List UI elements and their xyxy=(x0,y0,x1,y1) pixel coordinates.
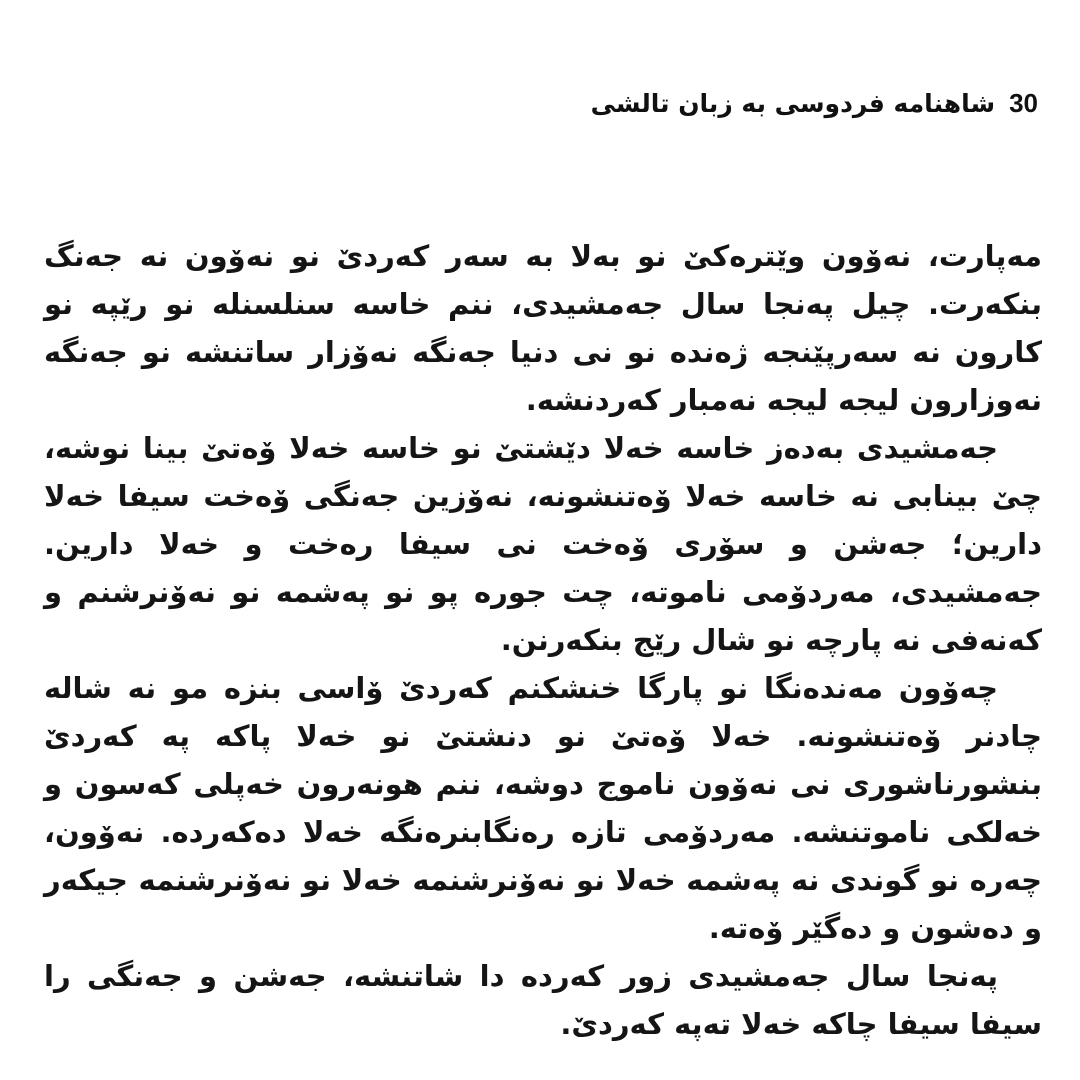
paragraph-3: چه‌ۆون مه‌نده‌نگا نو پارگا خنشکنم که‌ردێ ۆاسی بنزه مو نه شاله چادنر ۆه‌تنشونه. خه‌لا ۆه‌تێ نو دنشتێ نو خه‌لا پاکه‌ په که‌ردێ بنشورناشوری نی نه‌ۆون ناموج دوشه، ننم هونه‌رون خه‌پلی که‌سون و خه‌لکی ناموتنشه. مه‌ردۆمی تازه ره‌نگابنره‌نگه خه‌لا ده‌که‌رده. نه‌ۆون، چه‌ره نو گوندی نه په‌شمه خه‌لا نو نه‌ۆنرشنمه خه‌لا نو نه‌ۆنرشنمه جیکه‌ر و ده‌شون و ده‌گێر ۆه‌ته. xyxy=(44,671,1042,945)
paragraph-4: په‌نجا سال جه‌مشیدی زور که‌رده دا شاتنشه، جه‌شن و جه‌نگی را سیفا سیفا چاکه خه‌لا ته‌په که‌ردێ. xyxy=(44,959,1042,1041)
book-title: شاهنامه فردوسی به زبان تالشی xyxy=(590,89,996,118)
page-number: 30 xyxy=(1009,88,1038,118)
paragraph-2: جه‌مشیدی به‌ده‌ز خاسه خه‌لا دێشتێ نو خاسه خه‌لا ۆه‌تێ بینا نوشه، چێ بینابی نه خاسه خه‌لا ۆه‌تنشونه، نه‌ۆزین جه‌نگی ۆه‌خت سیفا خه‌لا دارین؛ جه‌شن و سۆری ۆه‌خت نی سیفا ره‌خت و خه‌لا دارین. جه‌مشیدی، مه‌ردۆمی ناموته، چت جوره پو نو په‌شمه نو نه‌ۆنرشنم و که‌نه‌فی نه پارچه نو شال رێج بنکه‌رنن. xyxy=(44,431,1042,657)
body-text xyxy=(44,232,1042,1048)
paragraph-1: مه‌پارت، نه‌ۆون وێتره‌کێ نو به‌لا به سه‌ر که‌ردێ نو نه‌ۆون نه جه‌نگ بنکه‌رت. چیل پەنجا سال جه‌مشیدی، ننم خاسه سنلسنله نو رێپه نو کارون نه سه‌رپێنجه ژه‌نده نو نی دنیا جه‌نگه نه‌ۆزار ساتنشه نو جه‌نگه نه‌وزارون لیجه لیجه نه‌مبار که‌ردنشه. xyxy=(44,239,1042,417)
running-header xyxy=(591,88,1038,119)
